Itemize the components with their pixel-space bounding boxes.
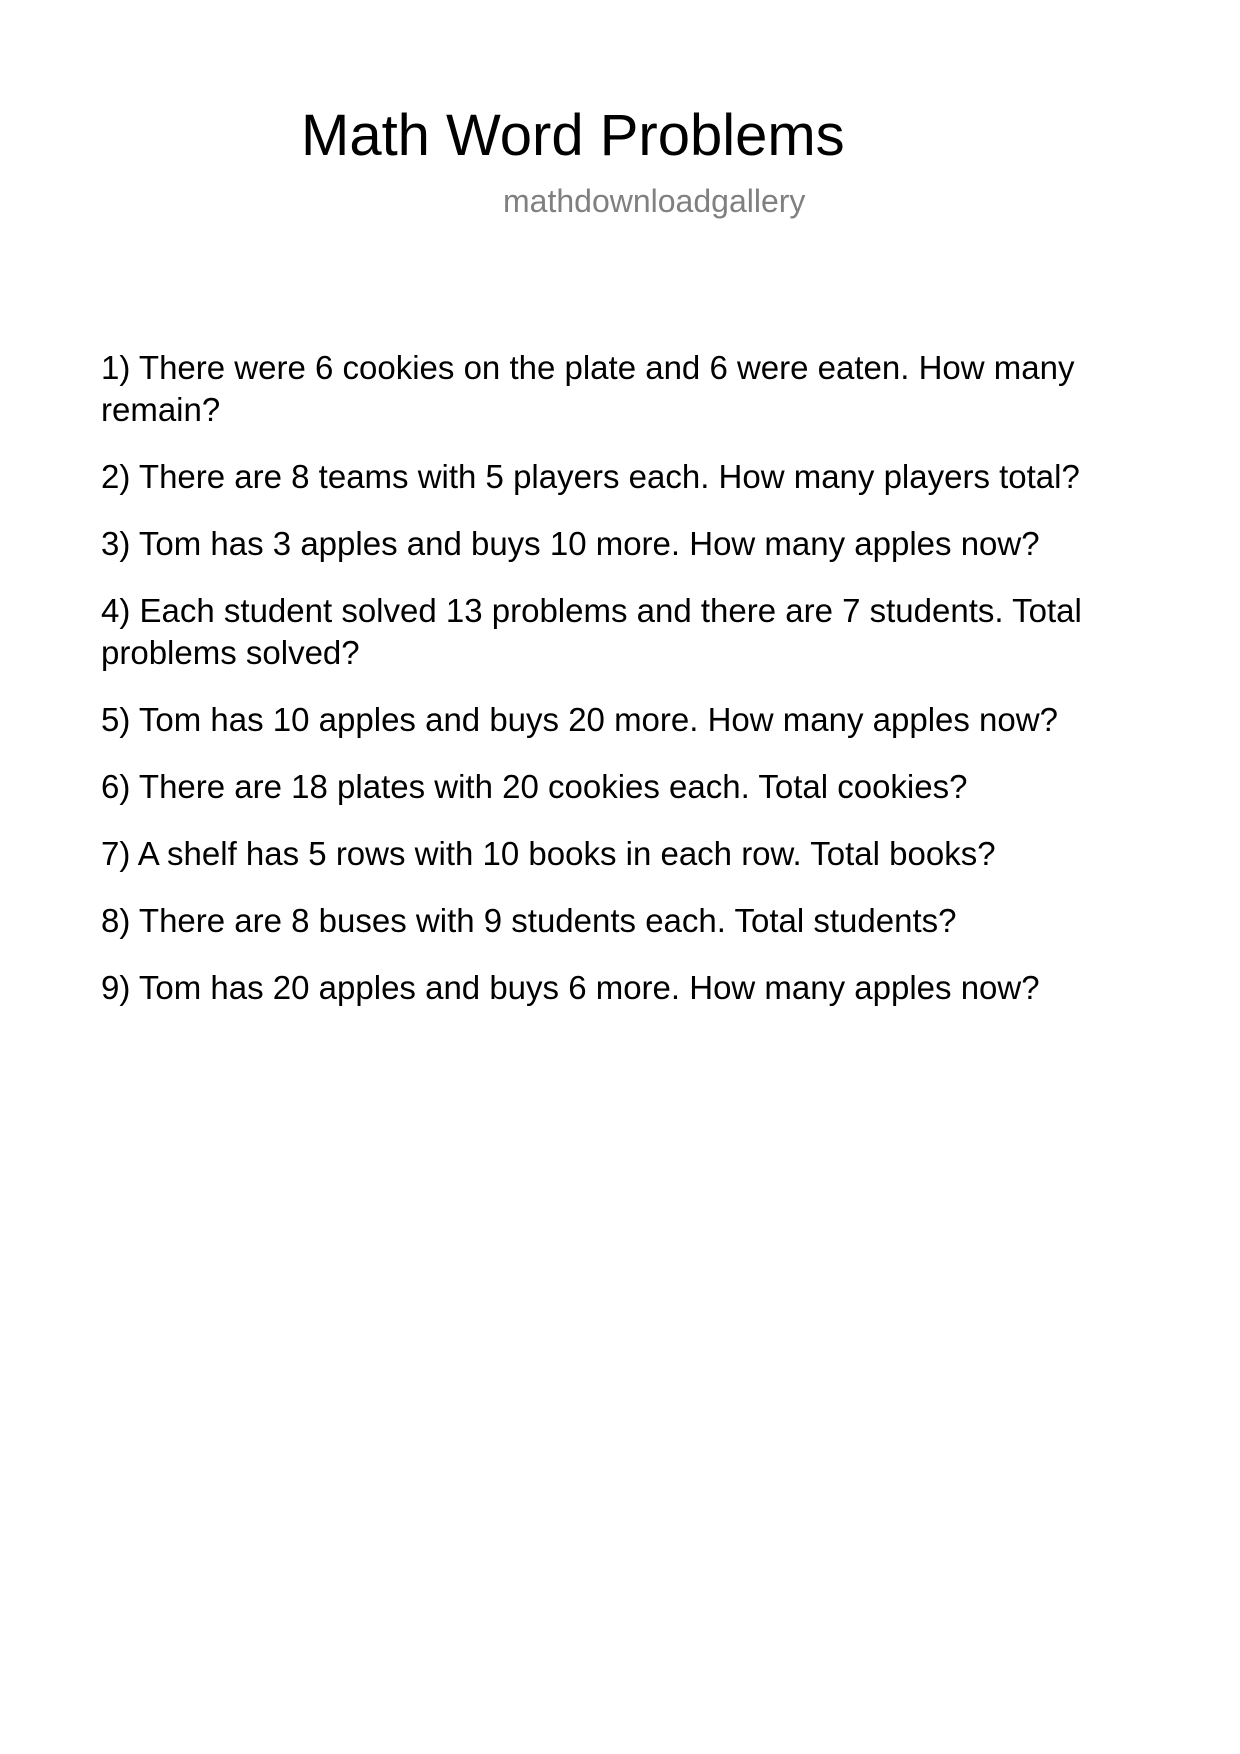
problem-item: 7) A shelf has 5 rows with 10 books in each row. Total books?: [101, 835, 996, 872]
problem-item: 9) Tom has 20 apples and buys 6 more. How many apples now?: [101, 969, 1040, 1006]
problem-item: 1) There were 6 cookies on the plate and 6 were eaten. How many remain?: [101, 349, 1075, 428]
page-title: Math Word Problems: [301, 103, 845, 168]
problem-item: 2) There are 8 teams with 5 players each. How many players total?: [101, 458, 1080, 495]
problem-list: [101, 347, 1159, 1034]
problem-item: 5) Tom has 10 apples and buys 20 more. How many apples now?: [101, 701, 1058, 738]
site-name: mathdownloadgallery: [503, 183, 806, 219]
problem-item: 4) Each student solved 13 problems and there are 7 students. Total problems solved?: [101, 592, 1082, 671]
problem-item: 8) There are 8 buses with 9 students each. Total students?: [101, 902, 957, 939]
problem-item: 6) There are 18 plates with 20 cookies each. Total cookies?: [101, 768, 968, 805]
problem-item: 3) Tom has 3 apples and buys 10 more. How many apples now?: [101, 525, 1040, 562]
